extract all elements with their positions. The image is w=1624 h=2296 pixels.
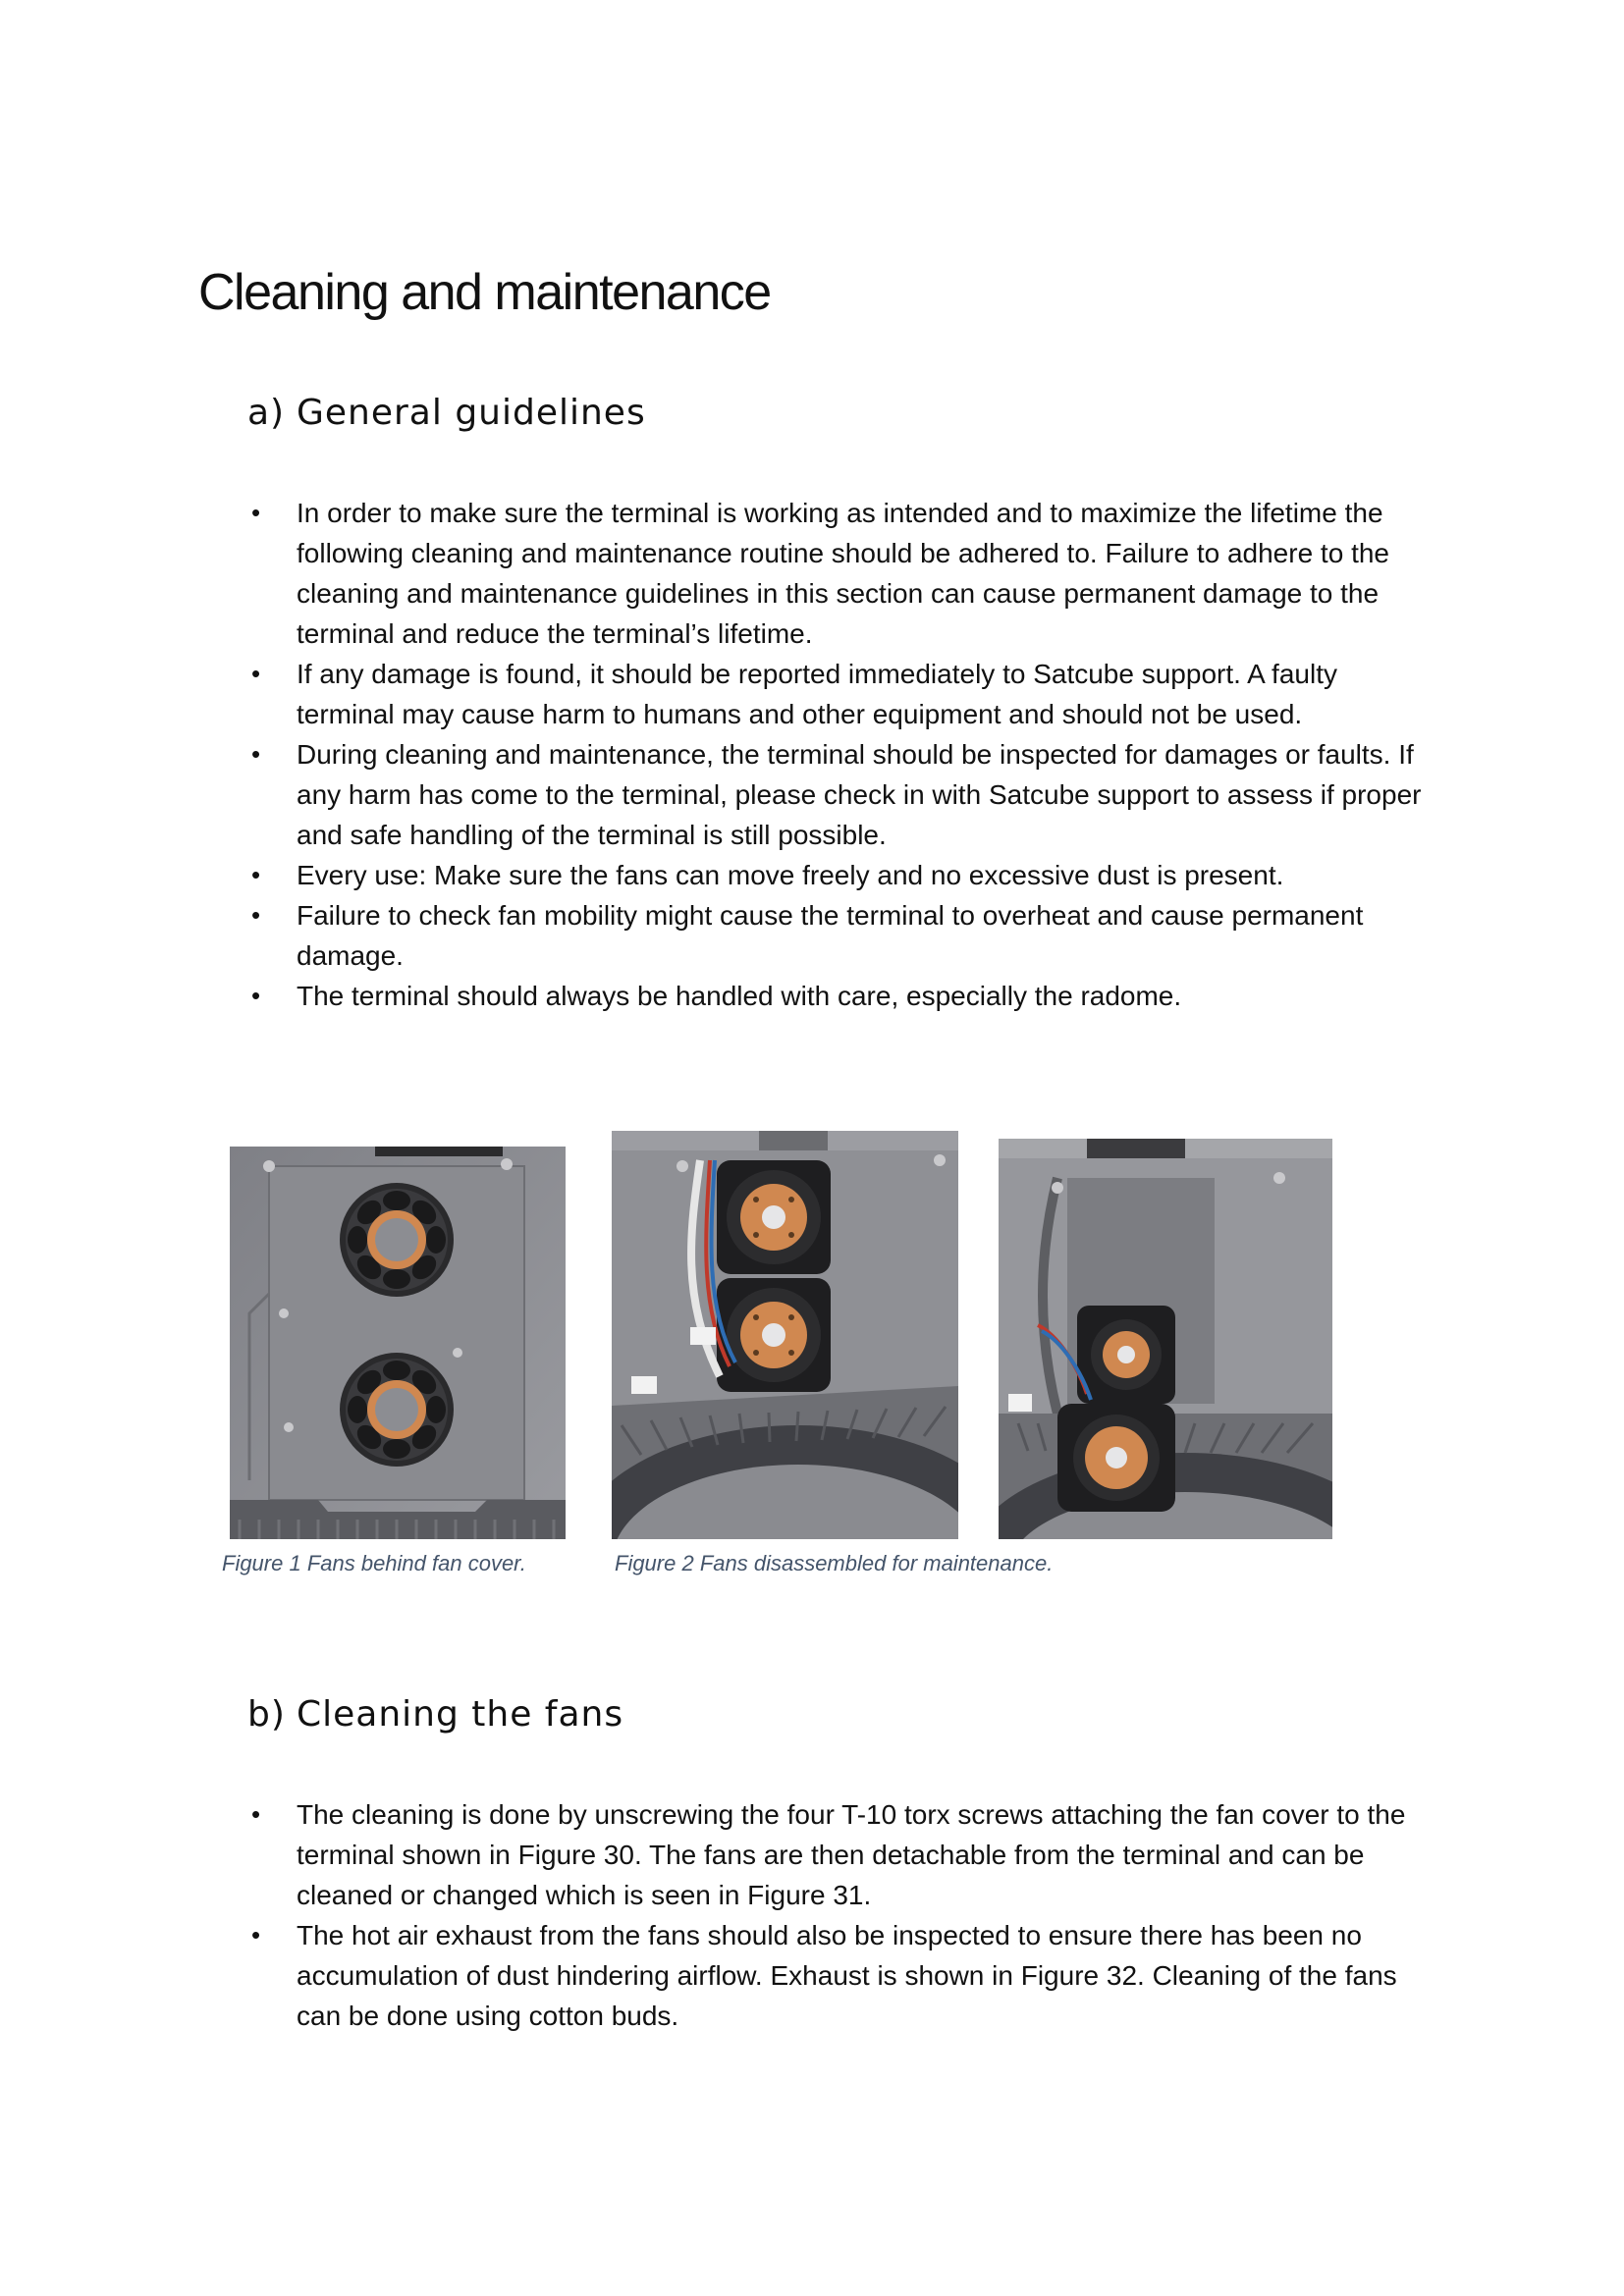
list-item <box>247 855 1435 895</box>
figure-2-caption: Figure 2 Fans disassembled for maintenance. <box>615 1551 1054 1575</box>
list-item-text: In order to make sure the terminal is working as intended and to maximize the lifetime the following cleaning and maintenance routine should be adhered to. Failure to adhere to the cleaning and maintenance guidelines in this section can cause permanent damage to the terminal and reduce the terminal’s lifetime. <box>297 498 1389 649</box>
list-item-text: During cleaning and maintenance, the terminal should be inspected for damages or faults. If any harm has come to the terminal, please check in with Satcube support to assess if proper and safe handling of the terminal is still possible. <box>297 739 1422 850</box>
bullet-icon: • <box>251 1920 261 1949</box>
list-item <box>247 976 1435 1016</box>
list-item-text: Failure to check fan mobility might cause the terminal to overheat and cause permanent damage. <box>297 900 1364 971</box>
section-heading-general-guidelines <box>247 393 646 433</box>
list-item <box>247 1794 1435 1915</box>
list-item <box>247 734 1435 855</box>
list-item-text: The terminal should always be handled with care, especially the radome. <box>297 981 1182 1011</box>
page-title: Cleaning and maintenance <box>198 264 771 321</box>
bullet-icon: • <box>251 860 261 889</box>
bullet-icon: • <box>251 900 261 930</box>
bullet-icon: • <box>251 498 261 527</box>
list-item-text: If any damage is found, it should be reported immediately to Satcube support. A faulty terminal may cause harm to humans and other equipment and should not be used. <box>297 659 1337 729</box>
section-number: a) <box>247 393 286 433</box>
bullet-icon: • <box>251 659 261 688</box>
list-item-text: Every use: Make sure the fans can move freely and no excessive dust is present. <box>297 860 1284 890</box>
section-title: Cleaning the fans <box>297 1694 624 1735</box>
section-number: b) <box>247 1694 286 1735</box>
bullet-icon: • <box>251 981 261 1010</box>
list-item-text: The hot air exhaust from the fans should also be inspected to ensure there has been no accumulation of dust hindering airflow. Exhaust is shown in Figure 32. Cleaning of the fans can be done using cotton buds. <box>297 1920 1397 2031</box>
section-title: General guidelines <box>297 393 646 433</box>
bullet-icon: • <box>251 739 261 769</box>
section-heading-cleaning-fans <box>247 1694 623 1735</box>
general-guidelines-list <box>247 493 1435 1016</box>
photo-fan-exhaust <box>999 1139 1332 1539</box>
bullet-icon: • <box>251 1799 261 1829</box>
cleaning-fans-list <box>247 1794 1435 2036</box>
list-item <box>247 895 1435 976</box>
list-item <box>247 493 1435 654</box>
photo-fans-behind-cover <box>230 1147 566 1539</box>
list-item-text: The cleaning is done by unscrewing the four T-10 torx screws attaching the fan cover to the terminal shown in Figure 30. The fans are then detachable from the terminal and can be cleaned or changed which is seen in Figure 31. <box>297 1799 1406 1910</box>
list-item <box>247 1915 1435 2036</box>
photo-fans-disassembled <box>612 1131 958 1539</box>
list-item <box>247 654 1435 734</box>
figure-1-caption: Figure 1 Fans behind fan cover. <box>222 1551 526 1575</box>
